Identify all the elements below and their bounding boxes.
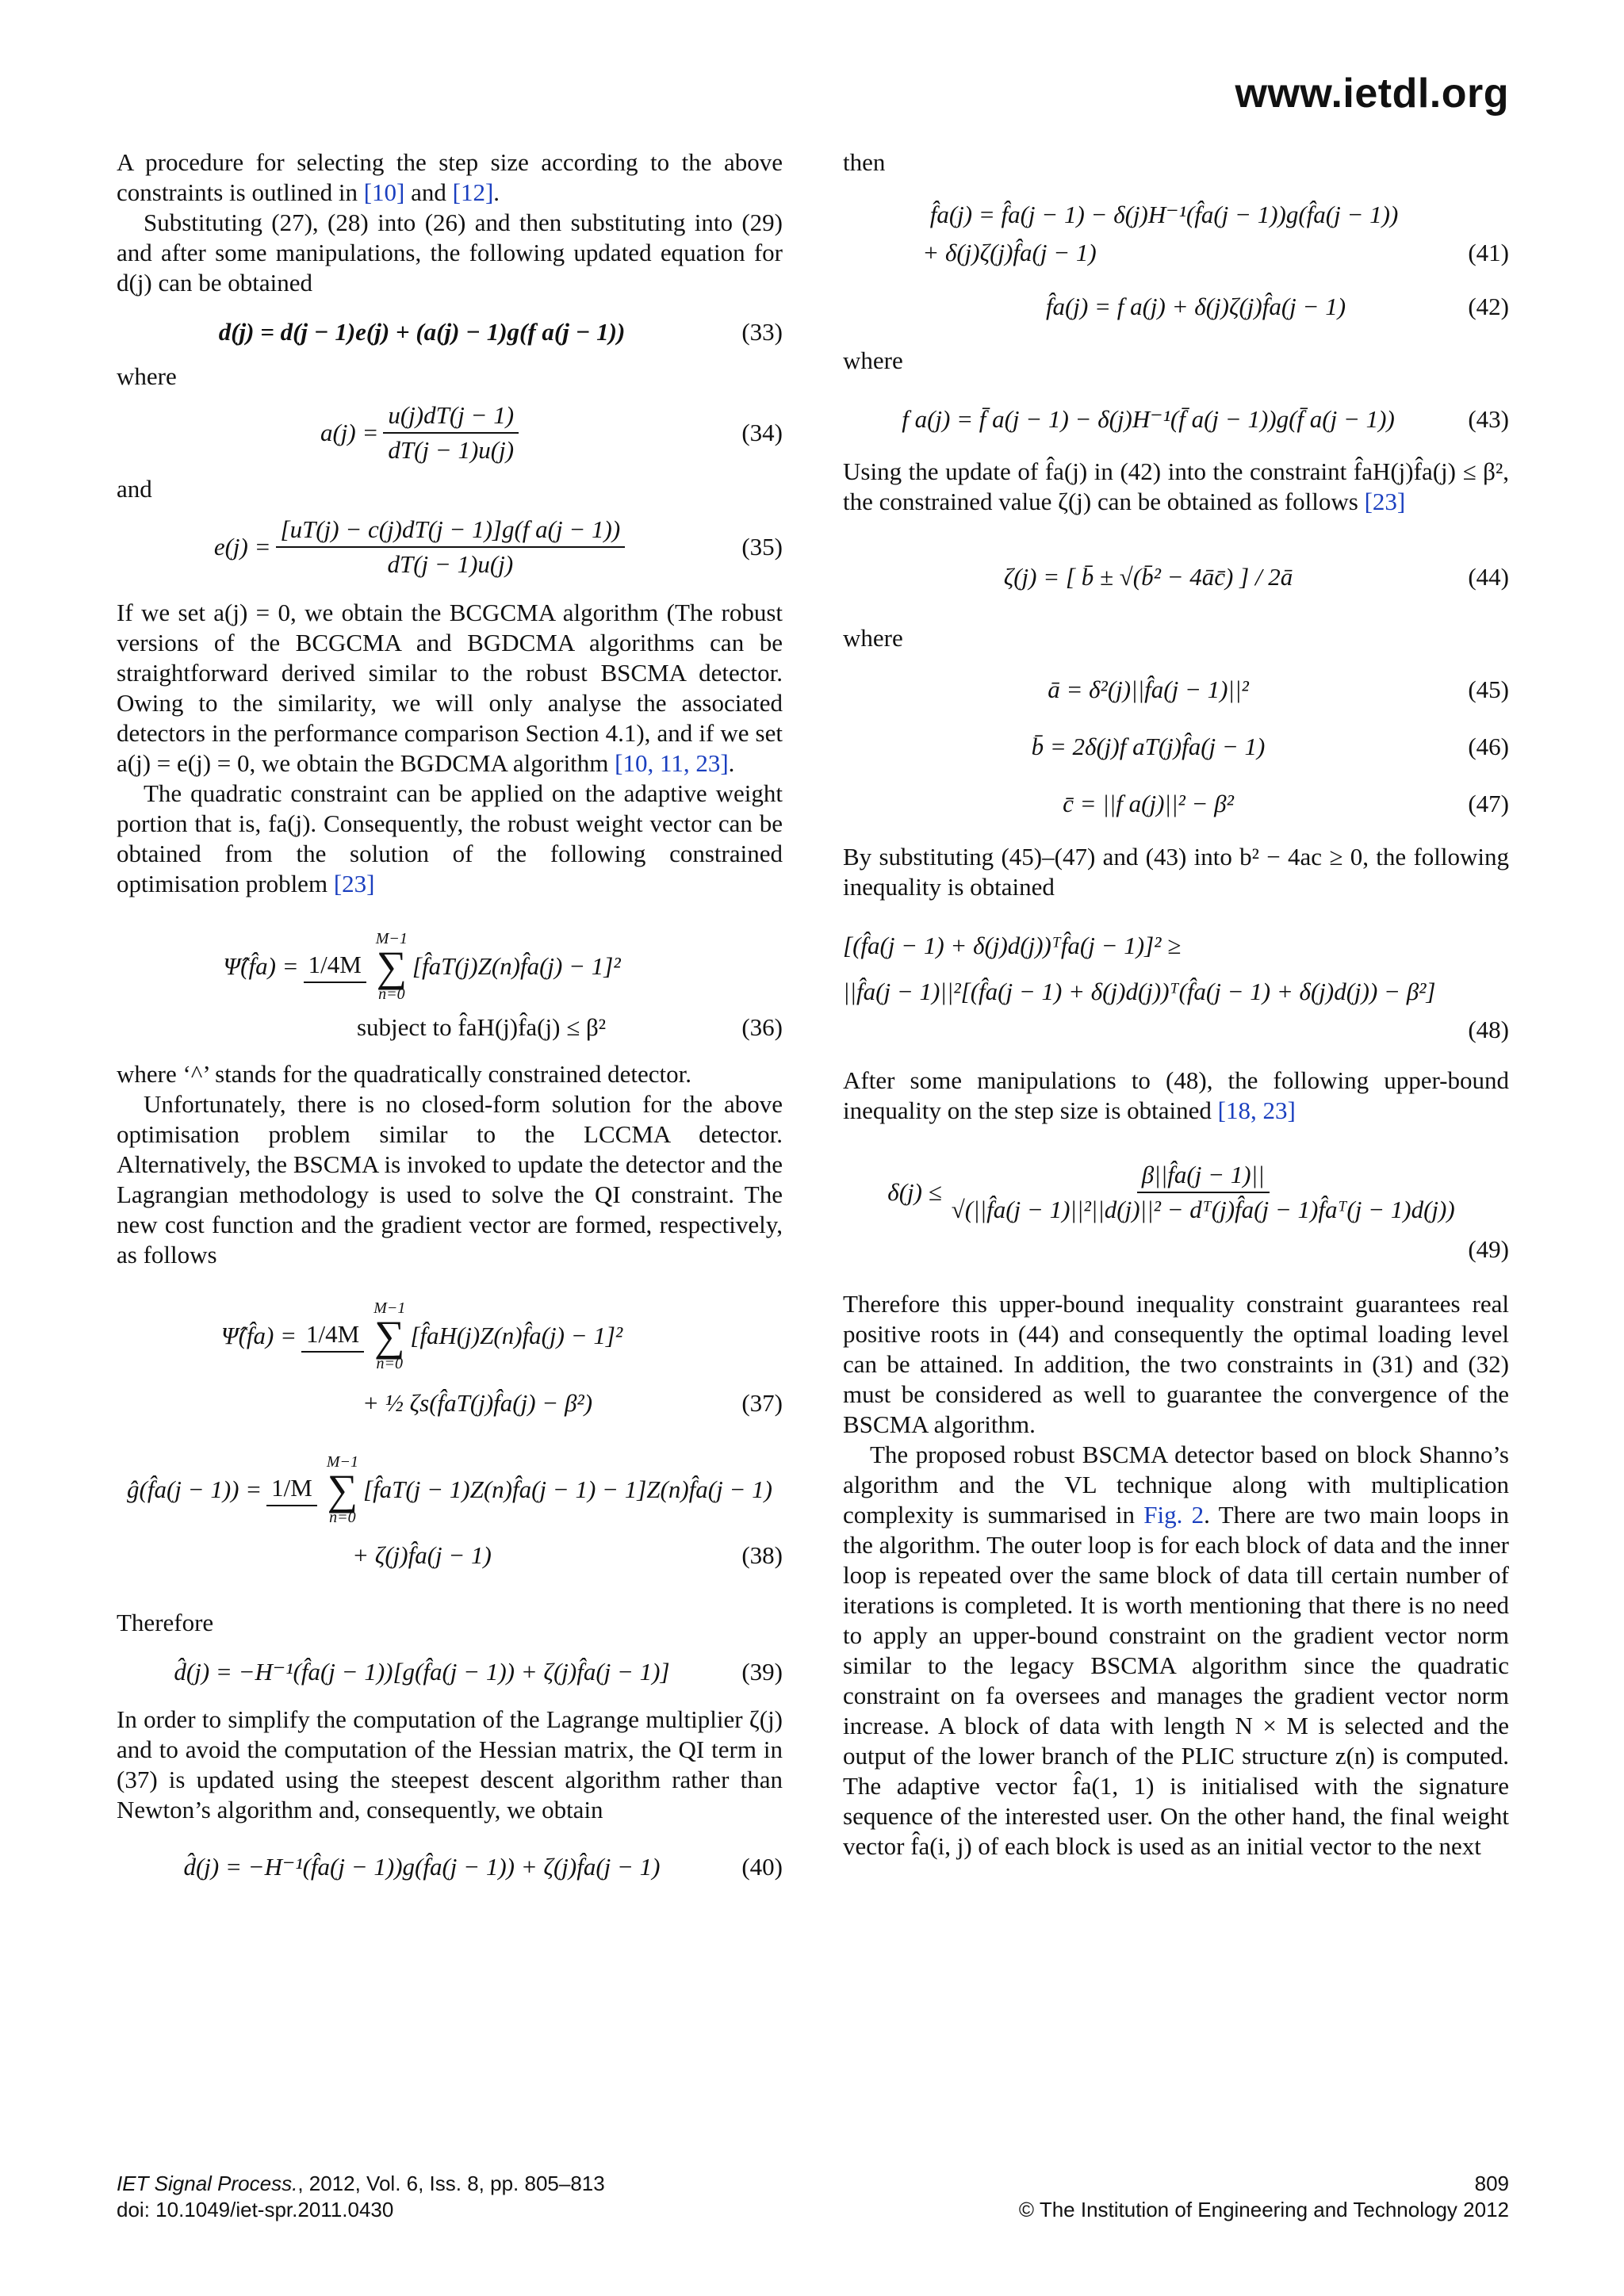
coefficient: 1/4M — [304, 950, 366, 983]
equation-lhs: Ψ̂(f̂a) = — [220, 1322, 297, 1349]
fraction — [301, 1319, 364, 1353]
equation-body: ā = δ²(j)||f̂a(j − 1)||² — [1048, 675, 1249, 703]
summation: M−1 ∑ n=0 — [373, 1299, 406, 1372]
footer-right — [1019, 2171, 1509, 2223]
equation-body: [f̂aH(j)Z(n)f̂a(j) − 1]² — [410, 1322, 623, 1349]
fraction-denominator: dT(j − 1)u(j) — [387, 550, 514, 578]
paragraph-6: Unfortunately, there is no closed-form solution for the above optimisation problem similar to the LCCMA detector. Alternatively, the BSCMA is invoked to update the detector and the Lagrangian methodology is used to solve the QI constraint. The new cost function and the gradient vector are formed, respectively, as follows — [117, 1090, 783, 1269]
equation-body: [f̂aT(j)Z(n)f̂a(j) − 1]² — [412, 952, 621, 980]
equation-35 — [117, 511, 783, 584]
paragraph-text: . — [493, 178, 500, 206]
equation-49 — [843, 1153, 1509, 1232]
citation-link[interactable]: [12] — [452, 178, 494, 206]
equation-body: c̄ = ||f a(j)||² − β² — [1063, 790, 1234, 817]
equation-number: (39) — [741, 1658, 783, 1686]
fraction-numerator: β||f̂a(j − 1)|| — [1137, 1160, 1270, 1193]
equation-body: ζ(j) = [ b̄ ± √(b̄² − 4āc̄) ] / 2ā — [1003, 563, 1293, 591]
equation-46 — [843, 726, 1509, 767]
journal-volume: , 2012, Vol. 6, Iss. 8, pp. 805–813 — [297, 2172, 605, 2195]
citation-link[interactable]: [23] — [1364, 488, 1406, 515]
sum-upper-limit: M−1 — [326, 1453, 358, 1471]
paragraph-4 — [117, 779, 783, 899]
paragraph-text: Using the update of f̂a(j) in (42) into the constraint f̂aH(j)f̂a(j) ≤ β², the constrained value ζ(j) can be obtained as follows — [843, 457, 1509, 515]
equation-body: + ζ(j)f̂a(j − 1) — [352, 1541, 492, 1569]
sum-lower-limit: n=0 — [329, 1509, 356, 1526]
equation-lhs: Ψ̂(f̂a) = — [223, 952, 299, 980]
equation-number: (42) — [1468, 293, 1509, 320]
equation-body: f̂a(j) = f a(j) + δ(j)ζ(j)f̂a(j − 1) — [1045, 293, 1346, 320]
and-label: and — [117, 475, 152, 503]
equation-body: + δ(j)ζ(j)f̂a(j − 1) — [922, 239, 1097, 266]
paragraph-text: After some manipulations to (48), the following upper-bound inequality on the step size is obtained — [843, 1066, 1509, 1124]
paragraph-3 — [117, 598, 783, 779]
equation-number: (41) — [1468, 239, 1509, 266]
summation: M−1 ∑ n=0 — [326, 1453, 358, 1526]
then-label: then — [843, 148, 886, 176]
equation-39 — [117, 1652, 783, 1692]
equation-40 — [117, 1847, 783, 1887]
equation-body: d̂(j) = −H⁻¹(f̂a(j − 1))g(f̂a(j − 1)) + ζ(j)f̂a(j − 1) — [183, 1853, 661, 1881]
summation: M−1 ∑ n=0 — [375, 930, 408, 1003]
equation-body: f a(j) = f̄ a(j − 1) − δ(j)H⁻¹(f̄ a(j − 1))g(f̄ a(j − 1)) — [902, 405, 1395, 433]
paragraph-9: By substituting (45)–(47) and (43) into b² − 4ac ≥ 0, the following inequality is obtained — [843, 843, 1509, 901]
equation-number: (33) — [741, 318, 783, 346]
equation-38 — [117, 1446, 783, 1533]
paragraph-8 — [843, 457, 1509, 517]
citation-link[interactable]: [10] — [363, 178, 405, 206]
equation-41 — [843, 197, 1509, 233]
equation-43 — [843, 400, 1509, 439]
paragraph-2: Substituting (27), (28) into (26) and then substituting into (29) and after some manipulations, the following updated equation for d(j) can be obtained — [117, 209, 783, 297]
equation-body: ||f̂a(j − 1)||²[(f̂a(j − 1) + δ(j)d(j))ᵀ(f̂a(j − 1) + δ(j)d(j)) − β²] — [843, 978, 1436, 1005]
equation-45 — [843, 669, 1509, 710]
copyright: © The Institution of Engineering and Technology 2012 — [1018, 2198, 1509, 2221]
fraction — [383, 400, 519, 465]
site-url[interactable]: www.ietdl.org — [1235, 71, 1509, 117]
equation-number: (49) — [1468, 1235, 1509, 1263]
equation-number: (34) — [741, 419, 783, 446]
equation-number: (44) — [1468, 563, 1509, 591]
equation-lhs: e(j) = — [213, 533, 271, 561]
equation-38-line2 — [117, 1533, 783, 1578]
equation-36 — [117, 923, 783, 1010]
equation-number: (38) — [741, 1541, 783, 1569]
equation-number: (36) — [741, 1013, 783, 1041]
footer-left — [117, 2171, 605, 2223]
equation-49-number — [843, 1232, 1509, 1267]
figure-link[interactable]: Fig. 2 — [1143, 1501, 1205, 1529]
equation-body: d(j) = d(j − 1)e(j) + (a(j) − 1)g(f a(j − 1)) — [218, 318, 626, 346]
where-label: where — [117, 362, 177, 390]
paragraph-5: where ‘^’ stands for the quadratically constrained detector. — [117, 1060, 691, 1088]
equation-body: [f̂aT(j − 1)Z(n)f̂a(j − 1) − 1]Z(n)f̂a(j − 1) — [363, 1475, 772, 1503]
equation-body: b̄ = 2δ(j)f aT(j)f̂a(j − 1) — [1031, 733, 1266, 760]
citation-link[interactable]: [23] — [333, 870, 375, 897]
equation-48 — [843, 926, 1509, 966]
equation-33 — [117, 312, 783, 352]
fraction — [266, 1473, 317, 1506]
fraction — [276, 515, 626, 580]
paragraph-text: . There are two main loops in the algorithm. The outer loop is for each block of data and the inner loop is repeated over the same block of data till certain number of iterations is completed. It is worth mentioning that there is no need to apply an upper-bound constraint on the gradient vector norm similar to the legacy BSCMA algorithm since the quadratic constraint on fa oversees and manages the gradient vector norm increase. A block of data with length N × M is selected and the output of the lower branch of the PLIC structure z(n) is computed. The adaptive vector f̂a(1, 1) is initialised with the signature sequence of the interested user. On the other hand, the final weight vector f̂a(i, j) of each block is used as an initial vector to the next — [843, 1501, 1509, 1860]
coefficient: 1/4M — [301, 1319, 364, 1353]
left-column — [117, 147, 783, 1887]
sum-upper-limit: M−1 — [373, 1299, 406, 1317]
equation-number: (43) — [1468, 405, 1509, 433]
fraction-denominator: dT(j − 1)u(j) — [388, 436, 515, 464]
fraction-denominator: √(||f̂a(j − 1)||²||d(j)||² − dᵀ(j)f̂a(j − 1)f̂aᵀ(j − 1)d(j)) — [951, 1196, 1455, 1223]
equation-48-number — [843, 1012, 1509, 1048]
therefore-label: Therefore — [117, 1609, 214, 1636]
equation-lhs: a(j) = — [320, 419, 379, 446]
doi[interactable]: doi: 10.1049/iet-spr.2011.0430 — [117, 2198, 394, 2221]
constraint-text: subject to f̂aH(j)f̂a(j) ≤ β² — [356, 1013, 607, 1041]
equation-37 — [117, 1292, 783, 1380]
citation-link[interactable]: [18, 23] — [1217, 1096, 1296, 1124]
equation-lhs: ĝ(f̂a(j − 1)) = — [127, 1475, 262, 1503]
equation-number: (45) — [1468, 675, 1509, 703]
paragraph-7: In order to simplify the computation of the Lagrange multiplier ζ(j) and to avoid the computation of the Hessian matrix, the QI term in (37) is updated using the steepest descent algorithm rather than Newton’s algorithm and, consequently, we obtain — [117, 1705, 783, 1823]
paragraph-text: The quadratic constraint can be applied on the adaptive weight portion that is, fa(j). Consequently, the robust weight vector can be obtained from the solution of the following constrained optimisation problem — [117, 779, 783, 897]
sum-lower-limit: n=0 — [376, 1355, 404, 1372]
equation-42 — [843, 287, 1509, 327]
paragraph-text: The proposed robust BSCMA detector based on block Shanno’s algorithm and the VL technique along with multiplication complexity is summarised in — [843, 1441, 1509, 1529]
paragraph-11: Therefore this upper-bound inequality constraint guarantees real positive roots in (44) and consequently the optimal loading level can be attained. In addition, the two constraints in (31) and (32) must be considered as well to guarantee the convergence of the BSCMA algorithm. — [843, 1290, 1509, 1438]
equation-44 — [843, 549, 1509, 606]
equation-34 — [117, 396, 783, 469]
sum-lower-limit: n=0 — [378, 985, 405, 1003]
paragraph-text: . — [728, 749, 735, 777]
paragraph-text: and — [404, 178, 453, 206]
citation-link[interactable]: [10, 11, 23] — [615, 749, 729, 777]
equation-number: (47) — [1468, 790, 1509, 817]
equation-number: (48) — [1468, 1016, 1509, 1043]
equation-number: (37) — [741, 1389, 783, 1417]
equation-47 — [843, 783, 1509, 825]
paragraph-1 — [117, 147, 783, 208]
equation-37-line2 — [117, 1380, 783, 1427]
equation-number: (46) — [1468, 733, 1509, 760]
right-column — [843, 147, 1509, 1862]
journal-citation — [117, 2171, 605, 2197]
coefficient: 1/M — [266, 1473, 317, 1506]
fraction — [304, 950, 366, 983]
sum-upper-limit: M−1 — [375, 930, 408, 947]
equation-body: [(f̂a(j − 1) + δ(j)d(j))ᵀf̂a(j − 1)]² ≥ — [843, 932, 1182, 959]
paragraph-text: A procedure for selecting the step size according to the above constraints is outlined in — [117, 148, 783, 206]
journal-name: IET Signal Process. — [117, 2172, 298, 2195]
equation-number: (35) — [741, 533, 783, 561]
fraction-numerator: u(j)dT(j − 1) — [383, 400, 519, 434]
where-label: where — [843, 346, 903, 374]
equation-48-line2 — [843, 972, 1509, 1012]
page-number: 809 — [1474, 2172, 1509, 2195]
equation-body: f̂a(j) = f̂a(j − 1) − δ(j)H⁻¹(f̂a(j − 1))g(f̂a(j − 1)) — [929, 201, 1399, 228]
fraction-numerator: [uT(j) − c(j)dT(j − 1)]g(f a(j − 1)) — [276, 515, 626, 548]
equation-lhs: δ(j) ≤ — [887, 1178, 942, 1206]
paragraph-10 — [843, 1066, 1509, 1126]
paragraph-12 — [843, 1440, 1509, 1862]
equation-body: + ½ ζs(f̂aT(j)f̂a(j) − β²) — [362, 1389, 593, 1417]
where-label: where — [843, 624, 903, 652]
equation-number: (40) — [741, 1853, 783, 1881]
equation-36-constraint — [117, 1010, 783, 1045]
paragraph-text: If we set a(j) = 0, we obtain the BCGCMA algorithm (The robust versions of the BCGCMA and BGDCMA algorithms can be straightforward derived similar to the robust BSCMA detector. Owing to the similarity, we will only analyse the associated detectors in the performance comparison Section 4.1), and if we set a(j) = e(j) = 0, we obtain the BGDCMA algorithm — [117, 599, 783, 777]
equation-body: d̂(j) = −H⁻¹(f̂a(j − 1))[g(f̂a(j − 1)) + ζ(j)f̂a(j − 1)] — [174, 1658, 670, 1686]
equation-41-line2 — [843, 233, 1509, 273]
fraction — [947, 1160, 1460, 1225]
